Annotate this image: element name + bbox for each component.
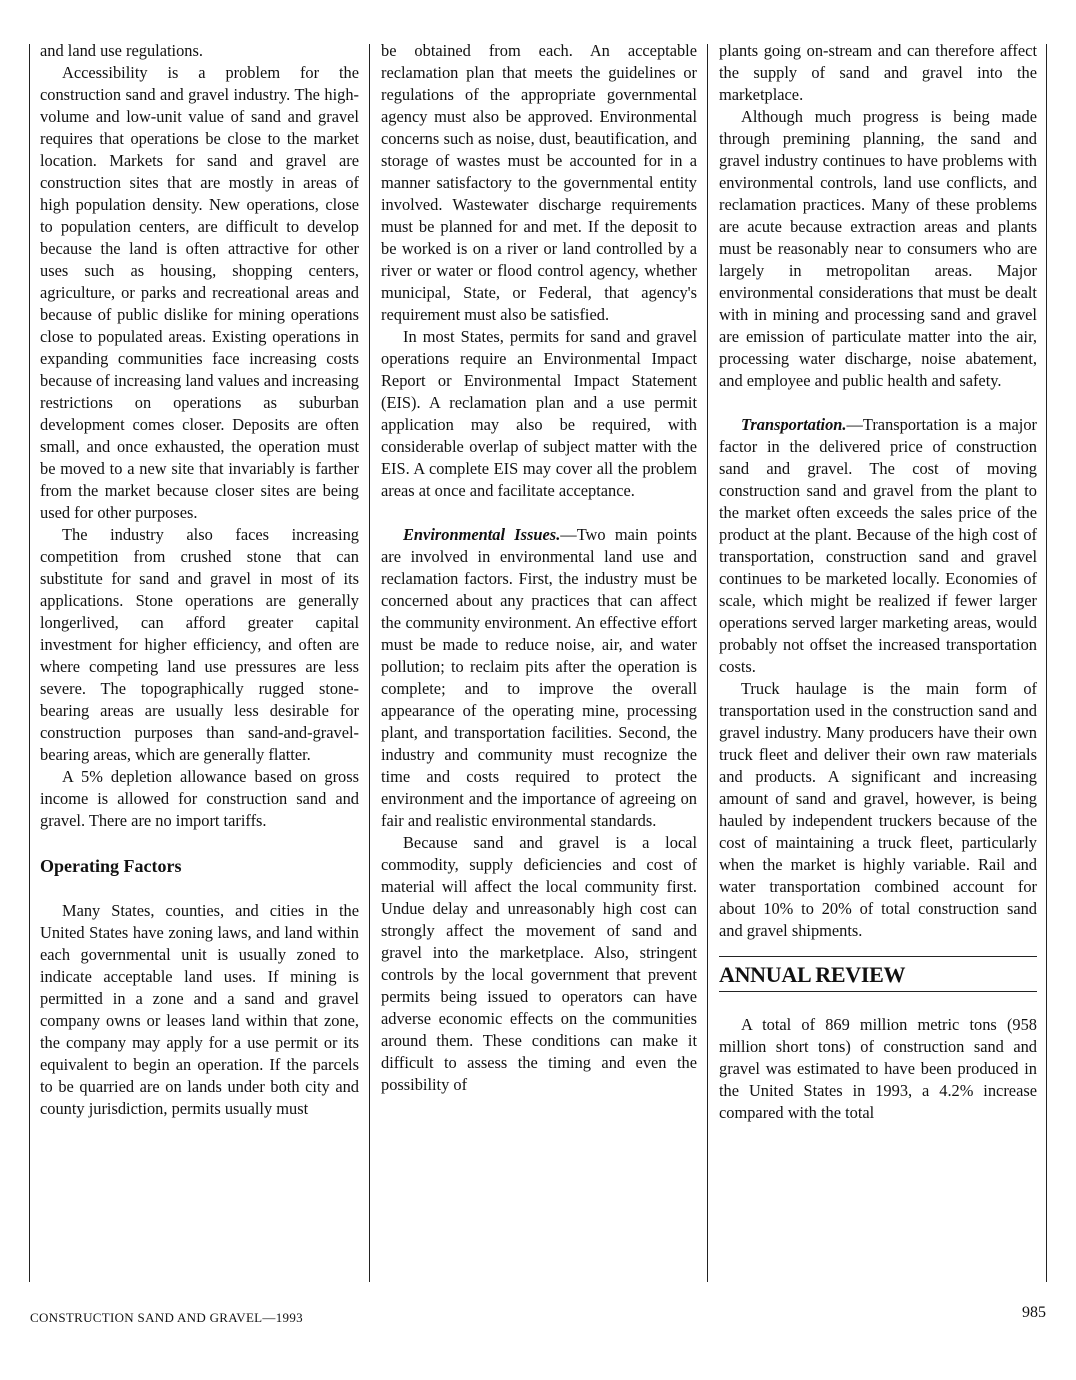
paragraph: Because sand and gravel is a local commodity, supply deficiencies and cost of material will affect the local community first. Undue delay and unreasonably high cost can strongly affect the movement of sand and gravel into the marketplace. Also, stringent controls by the local government that prevent permits being issued to operators can have adverse economic effects on the communities around them. These conditions can make it difficult to assess the timing and even the possibility of <box>381 833 697 1094</box>
runin-heading-transportation: Transportation. <box>741 415 847 434</box>
heading-rule <box>719 956 1037 957</box>
paragraph: Although much progress is being made through premining planning, the sand and gravel industry continues to have problems with environmental controls, land use conflicts, and reclamation practices. Many of these problems are acute because extraction areas and plants must be reasonably near to consumers who are largely in metropolitan areas. Major environmental considerations that must be dealt with in mining and processing sand and gravel are emission of particulate matter into the air, processing water discharge, noise abatement, and employee and public health and safety. <box>719 107 1037 390</box>
column-1 <box>40 40 359 1120</box>
paragraph: and land use regulations. <box>40 41 203 60</box>
column-3 <box>719 40 1037 1124</box>
paragraph: Many States, counties, and cities in the United States have zoning laws, and land within each governmental unit is usually zoned to indicate acceptable land uses. If mining is permitted in a zone and a sand and gravel company owns or leases land within that zone, the company may apply for a use permit or its equivalent to begin an operation. If the parcels to be quarried are on lands under both city and county jurisdiction, permits usually must <box>40 901 359 1118</box>
section-heading-annual-review: ANNUAL REVIEW <box>719 961 1037 992</box>
paragraph-text: —Transportation is a major factor in the delivered price of construction sand and gravel. The cost of moving construction sand and gravel from the plant to the market often exceeds the sales price of the product at the plant. Because of the high cost of transportation, construction sand and gravel continues to be marketed locally. Economies of scale, which might be realized if fewer larger operations served larger marketing areas, would probably not offset the increased transportation costs. <box>719 415 1037 676</box>
running-footer-title: CONSTRUCTION SAND AND GRAVEL—1993 <box>30 1310 303 1325</box>
paragraph: Accessibility is a problem for the construction sand and gravel industry. The high-volume and low-unit value of sand and gravel requires that operations be close to the market location. Markets for sand and gravel are construction sites that are mostly in areas of high population density. New operations, close to population centers, are difficult to develop because the land is often attractive for other uses such as housing, shopping centers, agriculture, or parks and recreational areas and because of public dislike for mining operations close to populated areas. Existing operations in expanding communities face increasing costs because of increasing land values and increasing restrictions on operations as suburban development comes closer. Deposits are often small, and once exhausted, the operation must be moved to a new site that invariably is farther from the market because closer sites are being used for other purposes. <box>40 63 359 522</box>
paragraph: plants going on-stream and can therefore affect the supply of sand and gravel into the marketplace. <box>719 41 1037 104</box>
paragraph: In most States, permits for sand and gravel operations require an Environmental Impact Report or Environmental Impact Statement (EIS). A reclamation plan and a use permit application may also be required, with considerable overlap of subject matter with the EIS. A complete EIS may cover all the problem areas at once and facilitate acceptance. <box>381 327 697 500</box>
paragraph: Truck haulage is the main form of transportation used in the construction sand and gravel industry. Many producers have their own truck fleet and deliver their own raw materials and products. A significant and increasing amount of sand and gravel, however, is being hauled by independent truckers because of the cost of maintaining a truck fleet, particularly when the market is highly variable. Rail and water transportation combined account for about 10% to 20% of total construction sand and gravel shipments. <box>719 679 1037 940</box>
paragraph: A total of 869 million metric tons (958 million short tons) of construction sand and gravel was estimated to have been produced in the United States in 1993, a 4.2% increase compared with the total <box>719 1015 1037 1122</box>
annual-review-heading-block <box>719 956 1037 992</box>
page-number: 985 <box>1022 1304 1046 1321</box>
column-rule-middle-2 <box>707 44 708 1282</box>
paragraph-transportation <box>719 414 1037 678</box>
column-rule-right <box>1046 44 1047 1282</box>
paragraph: A 5% depletion allowance based on gross income is allowed for construction sand and gravel. There are no import tariffs. <box>40 767 359 830</box>
column-rule-left <box>29 44 30 1282</box>
paragraph: The industry also faces increasing competition from crushed stone that can substitute for sand and gravel in most of its applications. Stone operations are generally longerlived, can afford greater capital investment for higher efficiency, and often are where competing land use pressures are less severe. The topographically rugged stone-bearing areas are usually less desirable for construction purposes than sand-and-gravel-bearing areas, which are generally flatter. <box>40 525 359 764</box>
runin-heading-environmental-issues: Environmental Issues. <box>403 525 561 544</box>
section-heading-operating-factors: Operating Factors <box>40 856 182 876</box>
paragraph-environmental-issues <box>381 524 697 832</box>
paragraph: be obtained from each. An acceptable reclamation plan that meets the guidelines or regulations of the appropriate governmental agency must also be approved. Environmental concerns such as noise, dust, beautification, and storage of wastes must be accounted for in a manner satisfactory to the governmental entity involved. Wastewater discharge requirements must be planned for and met. If the deposit to be worked is on a river or land controlled by a river or water or flood control agency, whether municipal, State, or Federal, that agency's requirement must also be satisfied. <box>381 41 697 324</box>
column-2 <box>381 40 697 1096</box>
column-rule-middle-1 <box>369 44 370 1282</box>
paragraph-text: —Two main points are involved in environmental land use and reclamation factors. First, the industry must be concerned about any practices that can affect the community environment. An effective effort must be made to reduce noise, air, and water pollution; to reclaim pits after the operation is complete; and to improve the overall appearance of the operating mine, processing plant, and transportation facilities. Second, the industry and community must recognize the time and costs required to protect the environment and the importance of agreeing on fair and realistic environmental standards. <box>381 525 697 830</box>
